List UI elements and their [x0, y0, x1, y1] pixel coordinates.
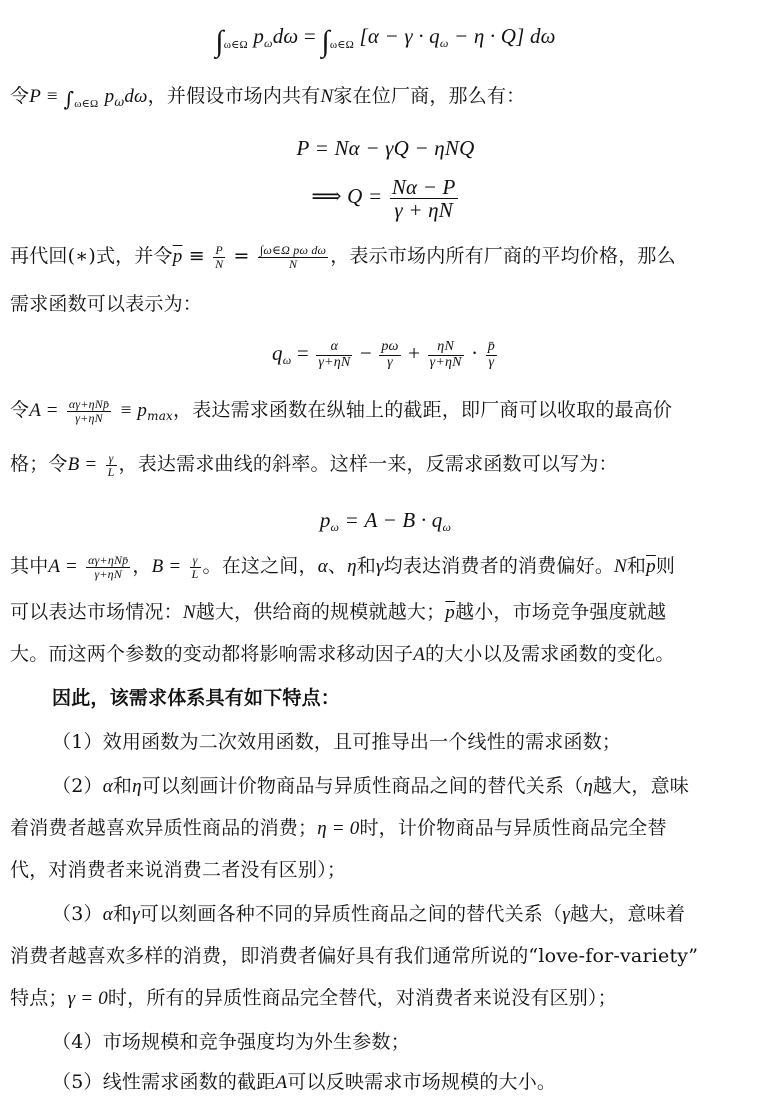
A-label: A =	[48, 556, 78, 577]
fraction-P-over-N	[213, 244, 225, 270]
text: 越大，供给商的规模就越大；	[195, 601, 446, 623]
list-item-2-line2	[10, 814, 763, 842]
eta-zero: η = 0	[317, 818, 360, 839]
fraction-B	[190, 554, 201, 580]
text: 、	[327, 555, 348, 577]
paragraph-define-P	[10, 82, 763, 110]
equation-inverse-demand	[0, 506, 771, 534]
var-A: A	[275, 1072, 288, 1093]
paragraph-average-price-line2: 需求函数可以表示为：	[10, 293, 203, 315]
text: 可以刻画计价物商品与异质性商品之间的替代关系（	[141, 775, 584, 797]
frac-den: N	[215, 256, 224, 271]
rhs: = A − B · q	[344, 508, 443, 532]
list-item-2-line3: 代，对消费者来说消费二者没有区别）；	[10, 859, 347, 881]
integral-sign: ∫	[215, 25, 224, 58]
paragraph-define-A-line2	[10, 444, 763, 484]
differential: dω	[124, 86, 148, 107]
frac-num: γ	[106, 452, 117, 466]
frac-den: N	[288, 256, 298, 271]
text: ，表达需求曲线的斜率。这样一来，反需求函数可以写为：	[118, 453, 618, 475]
paragraph-interpretation-line3	[10, 640, 763, 668]
var-eta: η	[347, 556, 357, 577]
list-item-2-line1	[52, 772, 763, 800]
P-definition: P ≡	[29, 86, 64, 107]
pmax: ≡ p	[119, 400, 148, 421]
text: ，	[132, 555, 152, 577]
term3	[428, 340, 464, 370]
text: ，表示市场内所有厂商的平均价格，那么	[330, 245, 676, 267]
p-subscript: ω	[330, 520, 340, 534]
integral-domain-rhs: ω∈Ω	[329, 39, 354, 51]
text: 令	[10, 85, 30, 107]
A-definition: A =	[29, 400, 59, 421]
list-item-1: （1）效用函数为二次效用函数，且可推导出一个线性的需求函数；	[52, 731, 622, 753]
var-alpha: α	[102, 776, 113, 797]
text: 。在这之间，	[202, 555, 318, 577]
list-item-3-line1	[52, 900, 763, 928]
text: 则	[655, 555, 676, 577]
var-pbar: $\overline{p}$	[646, 556, 656, 577]
text: 特点；	[10, 987, 68, 1009]
q-subscript: ω	[282, 353, 292, 367]
var-N: N	[182, 602, 196, 623]
frac-den: γ+ηN	[75, 410, 103, 425]
equals-sign: =	[233, 245, 250, 267]
equals-sign: =	[303, 24, 316, 48]
text: 越大，意味	[592, 775, 689, 797]
text: （5）线性需求函数的截距	[52, 1071, 276, 1093]
fraction-A	[67, 398, 111, 424]
text: 时，所有的异质性商品完全替代，对消费者来说没有区别）；	[107, 987, 617, 1009]
text: 和	[112, 903, 133, 925]
var-pbar: $\overline{p}$	[445, 602, 455, 623]
term4	[486, 340, 497, 370]
var-eta: η	[132, 776, 142, 797]
text: 越大，意味着	[569, 903, 686, 925]
dot-operator: ·	[471, 341, 479, 365]
rhs-subscript: ω	[442, 520, 452, 534]
fraction-B	[106, 452, 117, 478]
lhs-integrand: p	[253, 24, 265, 48]
term1	[316, 340, 352, 370]
frac-num: α	[316, 340, 352, 356]
equation-Q	[0, 166, 771, 226]
var-gamma: γ	[375, 556, 384, 577]
text: 大。而这两个参数的变动都将影响需求移动因子	[10, 643, 414, 665]
frac-num: pω	[381, 339, 399, 354]
text: 着消费者越喜欢异质性商品的消费；	[10, 817, 318, 839]
list-item-5	[52, 1068, 763, 1096]
var-alpha: α	[317, 556, 328, 577]
rhs-tail: − η · Q] dω	[454, 24, 556, 48]
var-alpha: α	[102, 904, 113, 925]
text: 可以刻画各种不同的异质性商品之间的替代关系（	[139, 903, 563, 925]
text: 的大小以及需求函数的变化。	[425, 643, 675, 665]
list-item-4: （4）市场规模和竞争强度均为外生参数；	[52, 1031, 410, 1053]
plus-sign: +	[408, 341, 421, 365]
text: 时，计价物商品与异质性商品完全替	[359, 817, 667, 839]
text: 越小，市场竞争强度就越	[455, 601, 667, 623]
text: 和	[626, 555, 647, 577]
integrand-subscript: ω	[114, 95, 125, 109]
frac-num: αγ+ηNp̄	[88, 552, 129, 567]
text: （2）	[52, 775, 103, 797]
fraction-integral-over-N	[258, 244, 328, 270]
integral-sign-small: ∫	[63, 87, 75, 111]
gamma-zero: γ = 0	[67, 988, 108, 1009]
p-lhs: p	[319, 508, 331, 532]
equation-demand	[0, 326, 771, 380]
frac-den: L	[191, 566, 199, 581]
text: ，表达需求函数在纵轴上的截距，即厂商可以收取的最高价	[173, 399, 673, 421]
var-N: N	[320, 86, 334, 107]
q-lhs: q	[272, 341, 283, 365]
Q-fraction	[390, 176, 458, 221]
frac-num: ηN	[428, 340, 464, 356]
frac-num: γ	[190, 554, 201, 568]
equals-sign: =	[296, 341, 309, 365]
lhs-differential: dω	[272, 24, 299, 48]
text: 可以反映需求市场规模的大小。	[287, 1071, 557, 1093]
pmax-subscript: max	[147, 409, 174, 423]
section-heading: 因此，该需求体系具有如下特点：	[52, 687, 341, 709]
equiv-sign: ≡	[188, 245, 205, 267]
text: ，并假设市场内共有	[147, 85, 321, 107]
text: 再代回(∗)式，并令	[10, 245, 173, 267]
frac-num: p̄	[487, 339, 495, 354]
frac-den: γ	[488, 354, 495, 370]
frac-den: γ+ηN	[94, 566, 123, 581]
rhs-subscript: ω	[439, 36, 449, 50]
lhs-subscript: ω	[264, 36, 273, 50]
text: 格；令	[10, 453, 68, 475]
text: 和	[112, 775, 133, 797]
list-item-3-line3	[10, 984, 763, 1012]
equation-integral-identity	[0, 14, 771, 58]
paragraph-interpretation-line2	[10, 598, 763, 626]
B-label: B =	[151, 556, 182, 577]
integral-sign-rhs: ∫	[321, 25, 330, 58]
rhs-expression: [α − γ · q	[359, 24, 440, 48]
Q-prefix: ⟹ Q =	[311, 184, 383, 208]
list-item-3-line2: 消费者越喜欢多样的消费，即消费者偏好具有我们通常所说的“love-for-variety”	[10, 945, 699, 967]
minus-sign: −	[359, 341, 372, 365]
text: 均表达消费者的消费偏好。	[383, 555, 615, 577]
frac-num: ∫ω∈Ω pω dω	[259, 242, 327, 257]
equation-P: P = Nα − γQ − ηNQ	[296, 136, 475, 160]
frac-num: P	[213, 244, 225, 258]
integral-domain-small: ω∈Ω	[74, 98, 99, 110]
term2	[379, 340, 400, 370]
var-eta: η	[583, 776, 593, 797]
frac-den: γ+ηN	[429, 354, 462, 370]
Q-denominator: γ + ηN	[394, 197, 453, 222]
fraction-A	[86, 554, 130, 580]
var-gamma: γ	[562, 904, 570, 925]
frac-den: γ+ηN	[318, 354, 351, 370]
text: 可以表达市场情况：	[10, 601, 183, 623]
paragraph-average-price-line1	[10, 238, 763, 274]
var-gamma: γ	[132, 904, 140, 925]
text: （3）	[52, 903, 103, 925]
frac-num: αγ+ηNp̄	[68, 396, 110, 411]
var-pbar: $\overline{p}$	[172, 246, 183, 267]
integral-domain: ω∈Ω	[223, 39, 248, 51]
paragraph-define-A-line1	[10, 390, 763, 430]
var-N: N	[614, 556, 627, 577]
Q-numerator: Nα − P	[391, 174, 456, 199]
frac-den: L	[107, 464, 115, 479]
B-definition: B =	[67, 454, 98, 475]
integrand: p	[104, 86, 115, 107]
text: 和	[356, 555, 376, 577]
var-A: A	[413, 644, 426, 665]
text: 令	[10, 399, 30, 421]
frac-den: γ	[387, 354, 393, 370]
text: 其中	[10, 555, 49, 577]
paragraph-interpretation-line1	[10, 546, 763, 586]
text: 家在位厂商，那么有：	[333, 85, 526, 107]
